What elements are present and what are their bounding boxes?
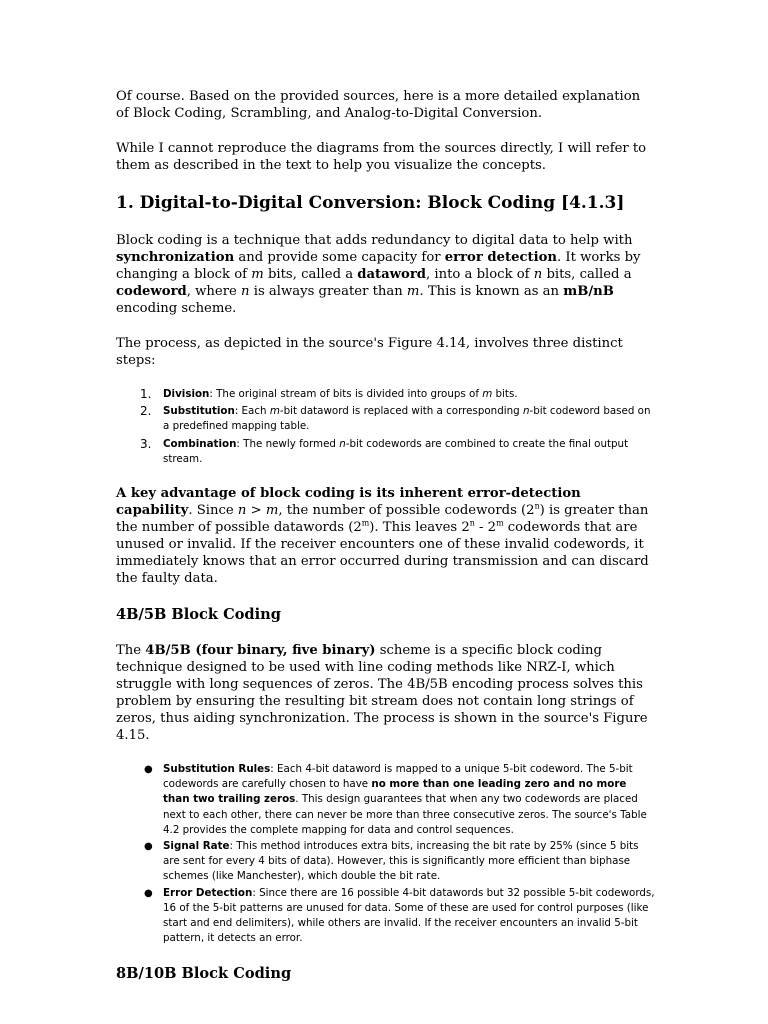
bullet-title: Error Detection: [163, 886, 253, 899]
text-run: : This method introduces extra bits, increasing the bit rate by 25% (since 5 bits are sent for every 4 bits of data). However, this is significantly more efficient than biphase schemes (like Manchester), which double the bit rate.: [163, 840, 639, 883]
text-run: , into a block of: [426, 267, 534, 282]
italic-m: m: [265, 503, 279, 519]
text-run: scheme is a specific block coding technique designed to be used with line coding methods like NRZ-I, which struggle with long sequences of zeros. The 4B/5B encoding process solves this problem by ensuring the resulting bit stream does not contain long strings of zeros, thus aiding synchronization. The process is shown in the source's Figure 4.15.: [116, 643, 648, 744]
text-run: codewords that are unused or invalid. If the receiver encounters one of these invalid codewords, it immediately knows that an error occurred during transmission and can discard the faulty data.: [116, 520, 649, 587]
list-number: 1.: [140, 387, 152, 401]
step-title: Substitution: [163, 405, 235, 418]
text-run: . It works by changing a block of: [116, 250, 641, 282]
text-run: encoding scheme.: [116, 301, 237, 316]
4b5b-paragraph: [116, 642, 656, 744]
text-run: , where: [186, 284, 242, 299]
text-run: . This is known as an: [419, 284, 564, 299]
bullet-icon: ●: [144, 841, 153, 853]
italic-m: m: [482, 388, 493, 400]
list-item: [116, 762, 656, 838]
italic-n: n: [237, 503, 247, 519]
text-run: -bit codewords are combined to create the final output stream.: [163, 437, 629, 465]
text-run: ) is greater than the number of possible datawords (2: [116, 503, 649, 536]
text-run: : Since there are 16 possible 4-bit datawords but 32 possible 5-bit codewords, 16 of the 5-bit patterns are unused for data. Some of these are used for control purposes (like start and end delimiters), while others are invalid. If the receiver encounters an invalid 5-bit pattern, it detects an error.: [163, 886, 655, 945]
bullet-icon: ●: [144, 887, 153, 899]
text-run: : The newly formed: [236, 437, 340, 450]
list-number: 3.: [140, 436, 152, 451]
bold-codeword: codeword: [116, 284, 187, 299]
text-run: and provide some capacity for: [234, 250, 445, 265]
text-run: - 2: [474, 520, 497, 536]
bold-synchronization: synchronization: [116, 250, 235, 265]
step-title: Combination: [163, 437, 237, 450]
italic-n: n: [241, 284, 250, 299]
steps-list: [116, 387, 656, 467]
italic-m: m: [251, 267, 264, 282]
bold-4b5b-name: 4B/5B (four binary, five binary): [145, 643, 376, 659]
text-run: . Since: [188, 503, 238, 519]
superscript-n: n: [469, 518, 475, 528]
superscript-m: m: [361, 518, 370, 528]
4b5b-bullet-list: [116, 762, 656, 946]
text-run: : Each: [234, 405, 270, 418]
italic-n: n: [533, 267, 543, 282]
intro-note-paragraph: While I cannot reproduce the diagrams from the sources directly, I will refer to them as described in the text to help you visualize the concepts.: [116, 141, 647, 173]
italic-n: n: [339, 437, 346, 450]
italic-n: n: [522, 405, 530, 418]
section-heading-4b5b: 4B/5B Block Coding: [116, 606, 281, 624]
section-heading-8b10b: 8B/10B Block Coding: [116, 965, 292, 983]
superscript-m: m: [496, 518, 504, 528]
block-coding-paragraph: [116, 232, 656, 317]
text-run: . This design guarantees that when any two codewords are placed next to each other, there can never be more than three consecutive zeros. The source's Table 4.2 provides the complete mapping for data and control sequences.: [163, 793, 647, 836]
text-run: , the number of possible codewords (2: [278, 503, 535, 519]
list-item: [116, 839, 656, 885]
text-run: >: [246, 503, 266, 519]
text-run: is always greater than: [249, 284, 407, 299]
bullet-title: Substitution Rules: [163, 763, 271, 776]
bold-mbnb: mB/nB: [563, 284, 614, 299]
text-run: bits, called a: [542, 267, 632, 282]
text-run: bits.: [492, 388, 518, 400]
text-run: -bit codeword based on a predefined mapping table.: [163, 405, 651, 433]
bold-zero-rule: no more than one leading zero and no more than two trailing zeros: [163, 778, 627, 806]
list-item: [116, 387, 656, 402]
text-run: : Each 4-bit dataword is mapped to a unique 5-bit codeword. The 5-bit codewords are carefully chosen to have: [163, 763, 633, 791]
list-item: [116, 886, 656, 947]
intro-paragraph: Of course. Based on the provided sources, here is a more detailed explanation of Block Coding, Scrambling, and Analog-to-Digital Conversion.: [116, 89, 641, 121]
text-run: ). This leaves 2: [369, 520, 470, 536]
document-page: [116, 88, 656, 983]
text-run: bits, called a: [263, 267, 358, 282]
bold-dataword: dataword: [357, 267, 426, 282]
italic-m: m: [269, 405, 280, 418]
text-run: -bit dataword is replaced with a corresponding: [279, 405, 523, 418]
process-paragraph: The process, as depicted in the source's Figure 4.14, involves three distinct steps:: [116, 336, 623, 368]
list-number: 2.: [140, 404, 152, 419]
list-item: [116, 437, 656, 467]
text-run: : The original stream of bits is divided into groups of: [209, 388, 483, 400]
step-title: Division: [163, 388, 210, 400]
list-item: [116, 404, 656, 434]
bullet-icon: ●: [144, 764, 153, 776]
advantage-paragraph: [116, 485, 656, 587]
italic-m: m: [406, 284, 420, 299]
superscript-n: n: [534, 501, 540, 511]
bold-error-detection: error detection: [444, 250, 557, 265]
bullet-title: Signal Rate: [163, 840, 230, 853]
section-heading-block-coding: 1. Digital-to-Digital Conversion: Block Coding [4.1.3]: [116, 193, 625, 213]
text-run: Block coding is a technique that adds redundancy to digital data to help with: [116, 233, 633, 248]
text-run: The: [116, 643, 146, 659]
bold-key-advantage: A key advantage of block coding is its inherent error-detection capability: [116, 486, 581, 519]
